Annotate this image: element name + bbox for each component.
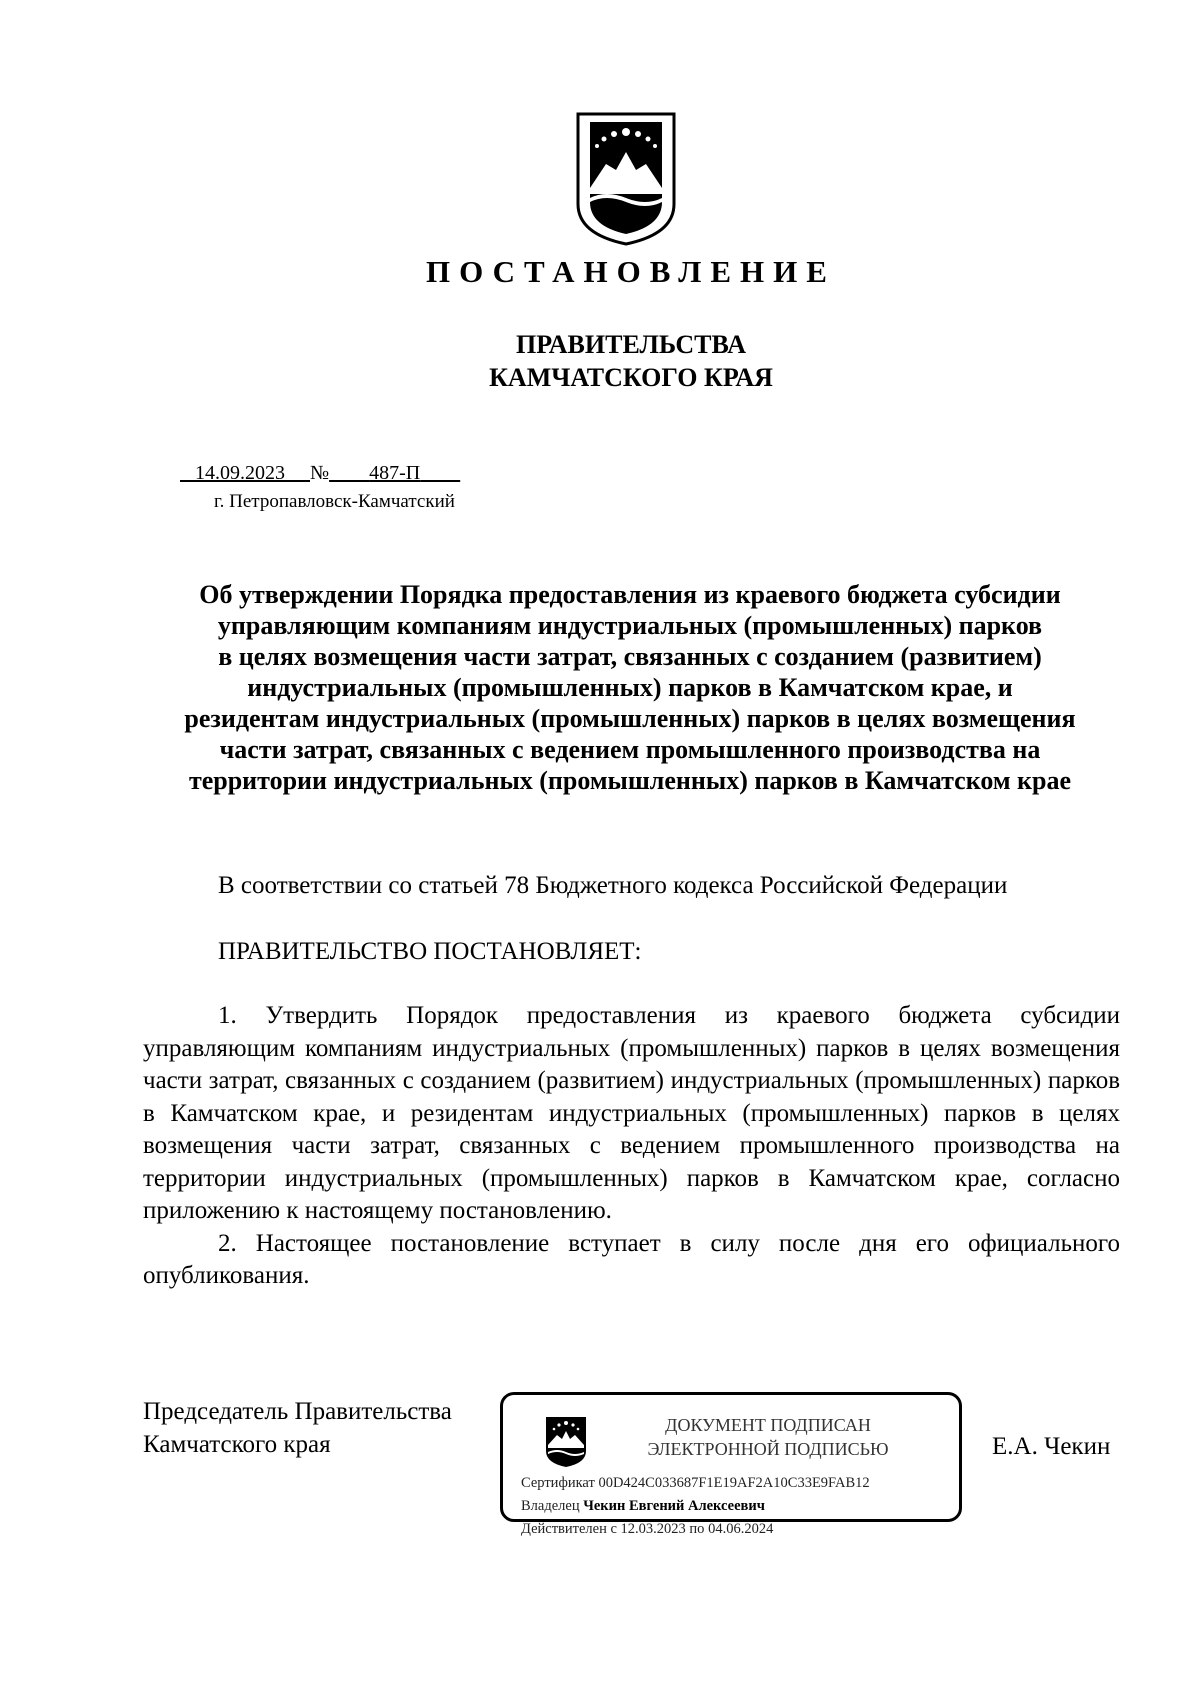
heading-line: резидентам индустриальных (промышленных) парков в целях возмещения <box>184 704 1076 733</box>
valid-from-date: 12.03.2023 <box>620 1521 686 1537</box>
document-date: 14.09.2023 <box>195 462 285 484</box>
document-city: г. Петропавловск-Камчатский <box>214 491 455 512</box>
date-number-line <box>180 462 460 485</box>
heading-line: индустриальных (промышленных) парков в Камчатском крае, и <box>247 673 1013 702</box>
stamp-header-line-1: ДОКУМЕНТ ПОДПИСАН <box>665 1415 871 1435</box>
stamp-header <box>613 1413 923 1461</box>
coat-of-arms-icon <box>543 1415 589 1469</box>
certificate-label: Сертификат <box>521 1475 595 1491</box>
heading-line: управляющим компаниям индустриальных (промышленных) парков <box>217 611 1043 640</box>
kamchatka-coat-of-arms-icon <box>576 112 676 246</box>
owner-value: Чекин Евгений Алексеевич <box>583 1498 765 1514</box>
number-sign: № <box>310 462 330 484</box>
resolution-item-2: 2. Настоящее постановление вступает в силу после дня его официального опубликования. <box>143 1229 1120 1289</box>
validity-line <box>521 1521 773 1538</box>
owner-line <box>521 1498 765 1515</box>
signer-title-line-2: Камчатского края <box>143 1431 331 1458</box>
valid-from-label: Действителен с <box>521 1521 617 1537</box>
issuing-authority <box>0 328 1200 394</box>
stamp-header-line-2: ЭЛЕКТРОННОЙ ПОДПИСЬЮ <box>647 1439 889 1459</box>
certificate-value: 00D424C033687F1E19AF2A10C33E9FAB12 <box>598 1475 870 1491</box>
owner-label: Владелец <box>521 1498 580 1514</box>
resolution-item-1: 1. Утвердить Порядок предоставления из краевого бюджета субсидии управляющим компаниям индустриальных (промышленных) парков в целях возмещения части затрат, связанных с созданием (развитием) индустриальных (промышленных) парков в Камчатском крае, и резидентам индустриальных (промышленных) парков в целях возмещения части затрат, связанных с ведением промышленного производства на территории индустриальных (промышленных) парков в Камчатском крае, согласно приложению к настоящему постановлению. <box>143 1002 1120 1224</box>
heading-line: территории индустриальных (промышленных) парков в Камчатском крае <box>188 766 1072 795</box>
certificate-line <box>521 1475 870 1492</box>
heading-line: части затрат, связанных с ведением промышленного производства на <box>219 735 1041 764</box>
document-heading <box>130 579 1130 796</box>
heading-line: Об утверждении Порядка предоставления из краевого бюджета субсидии <box>199 580 1061 609</box>
signer-title <box>143 1395 452 1461</box>
electronic-signature-stamp <box>500 1392 962 1537</box>
signer-name: Е.А. Чекин <box>992 1433 1111 1460</box>
authority-line-2: КАМЧАТСКОГО КРАЯ <box>489 363 773 392</box>
valid-to-date: 04.06.2024 <box>708 1521 774 1537</box>
document-number: 487-П <box>369 462 421 484</box>
resolution-items <box>143 1000 1120 1293</box>
signer-title-line-1: Председатель Правительства <box>143 1398 452 1425</box>
decree-statement: ПРАВИТЕЛЬСТВО ПОСТАНОВЛЯЕТ: <box>218 938 642 965</box>
document-title: ПОСТАНОВЛЕНИЕ <box>426 254 836 289</box>
legal-basis-paragraph: В соответствии со статьей 78 Бюджетного кодекса Российской Федерации <box>218 872 1008 899</box>
authority-line-1: ПРАВИТЕЛЬСТВА <box>516 330 746 359</box>
heading-line: в целях возмещения части затрат, связанных с созданием (развитием) <box>218 642 1042 671</box>
valid-to-label: по <box>689 1521 705 1537</box>
